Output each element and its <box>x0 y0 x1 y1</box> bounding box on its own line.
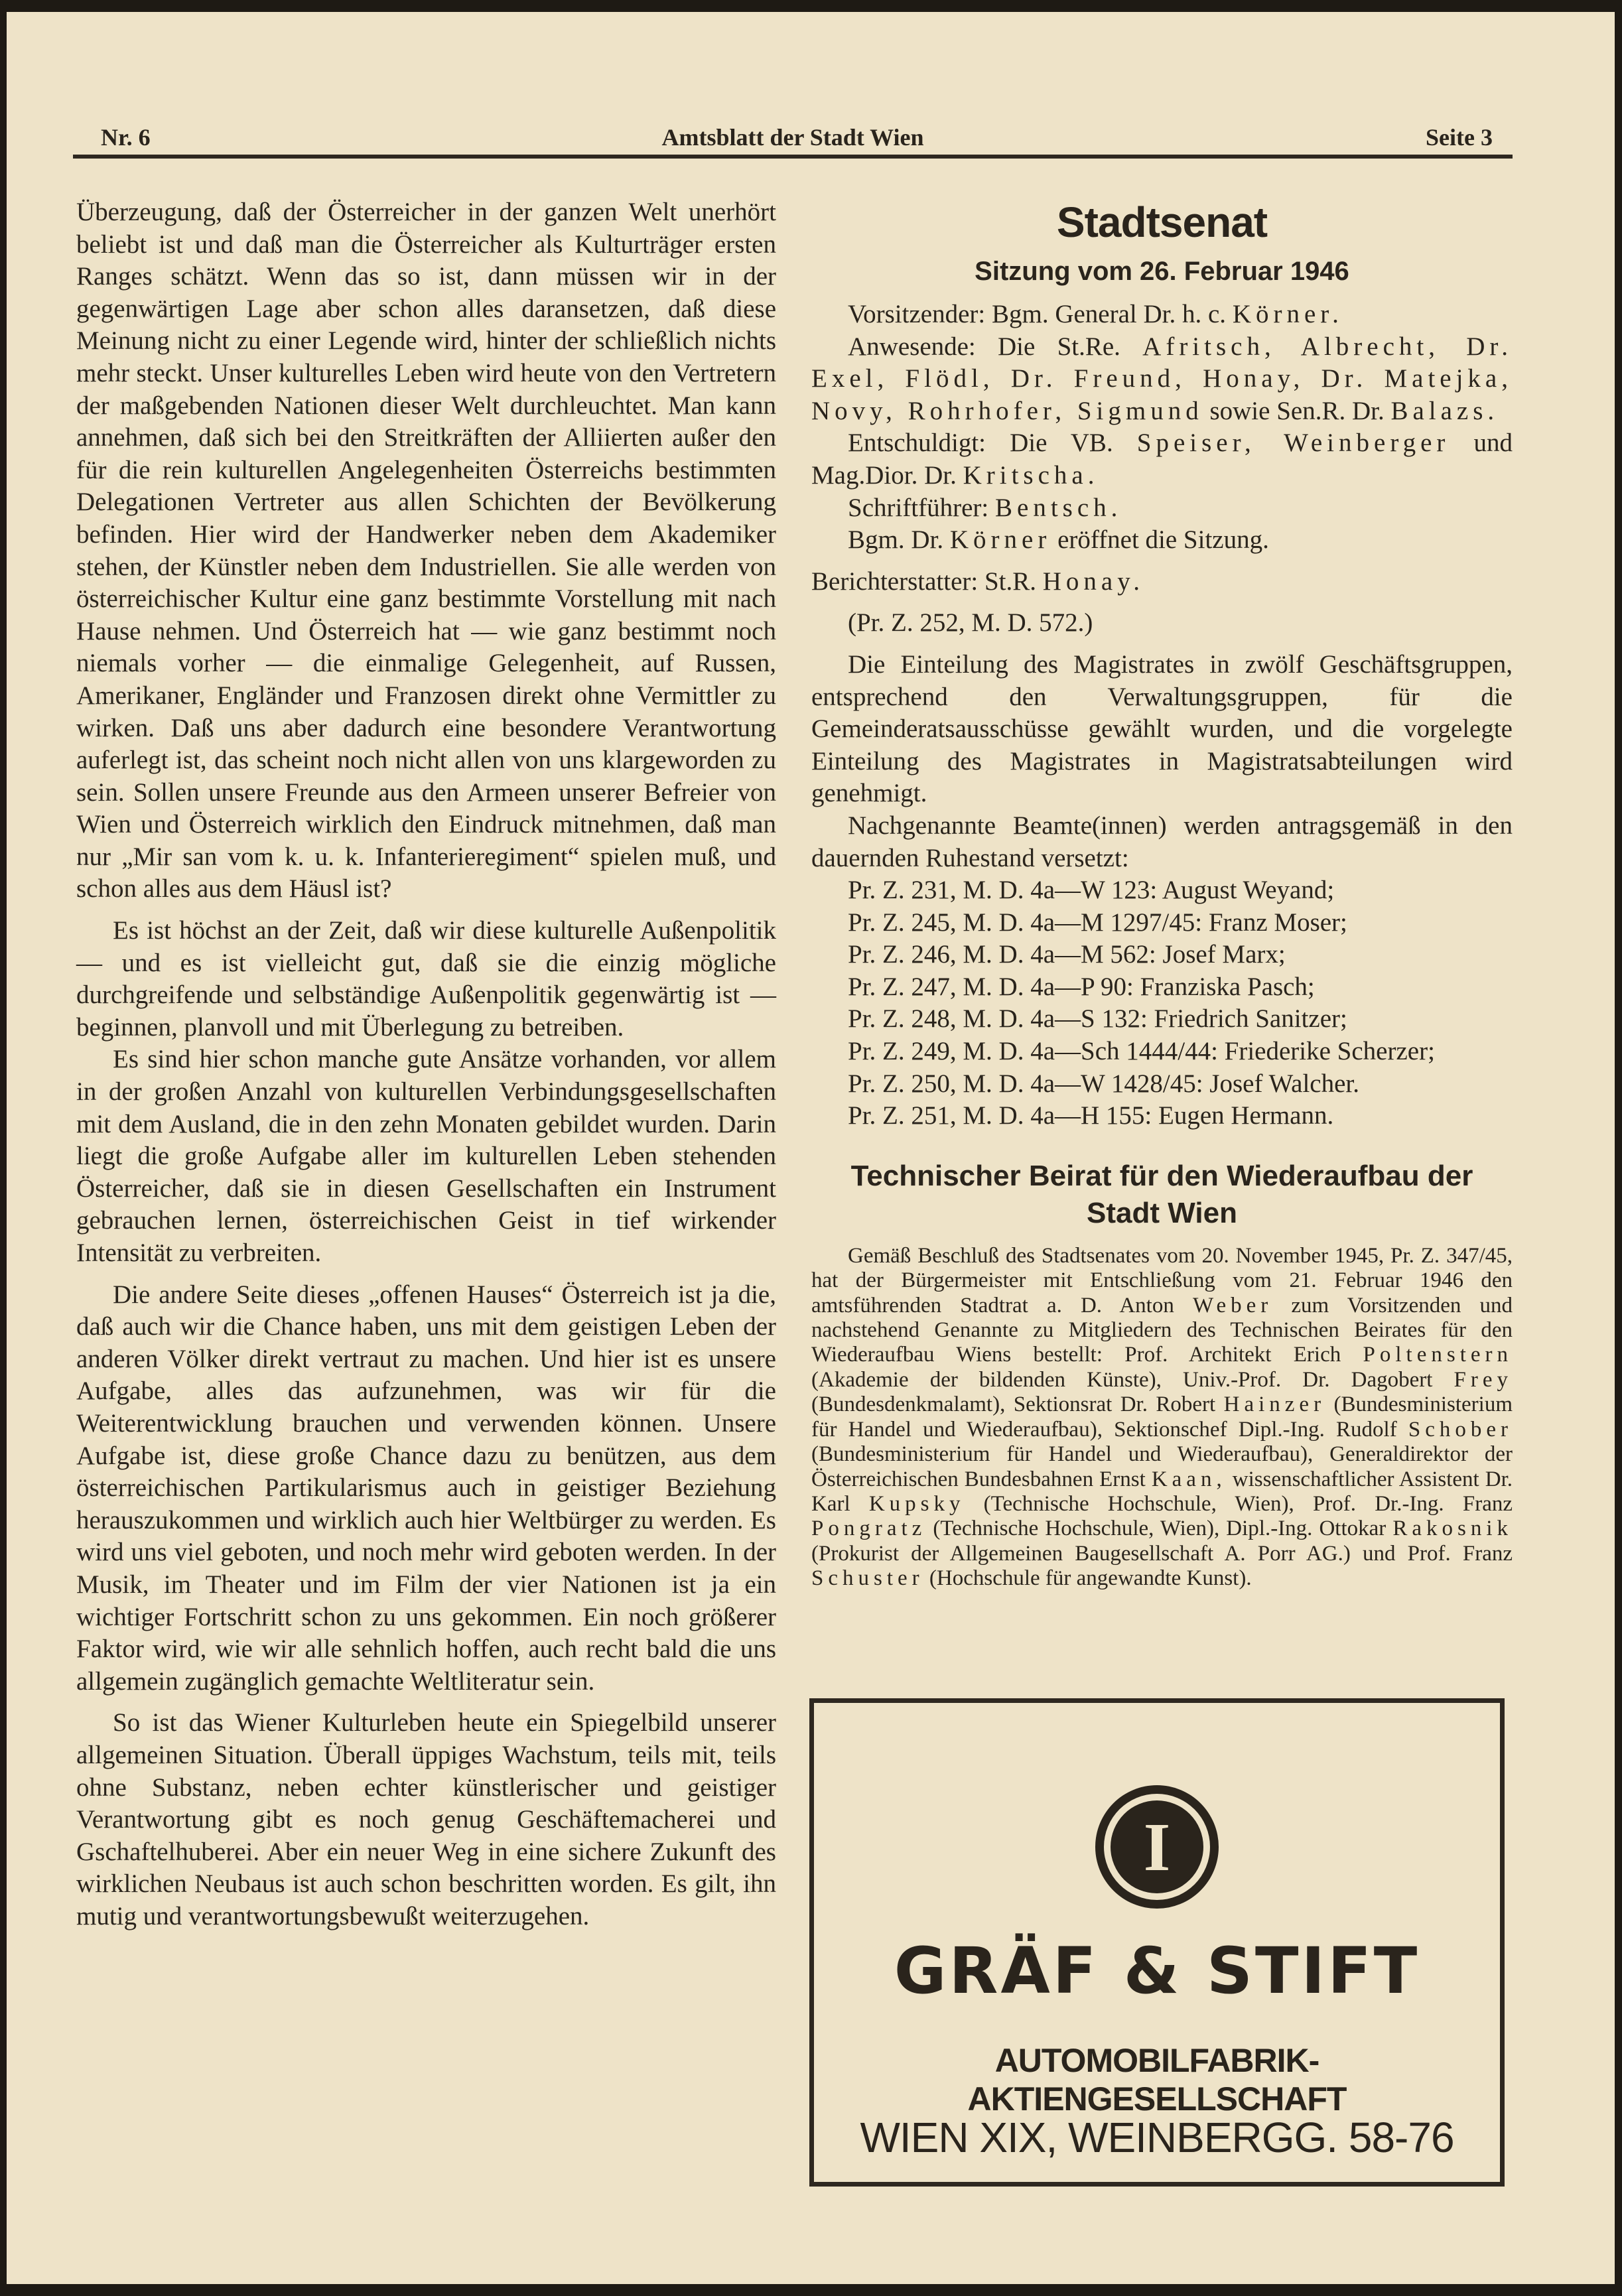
chair-line: Vorsitzender: Bgm. General Dr. h. c. Körner. <box>848 300 1343 328</box>
reference-line: (Pr. Z. 252, M. D. 572.) <box>848 608 1093 638</box>
article-paragraph: Die andere Seite dieses „offenen Hauses“ Österreich ist ja die, daß auch wir die Chance haben, uns mit dem geistigen Leben der anderen Völker direkt vertraut zu machen. Und hier ist es unsere Aufgabe, alles das aufzunehmen, was wir für die Weiterentwicklung brauchen und verwenden können. Unsere Aufgabe ist, diese große Chance dazu zu benützen, aus dem österreichischen Partikularismus auch in geistiger Beziehung herauszukommen und wirklich auch hier Weltbürger zu werden. Es wird uns viel geboten, und noch mehr wird geboten werden. In der Musik, im Theater und im Film der vier Nationen ist ja ein wichtiger Fortschritt schon zu uns gekommen. Ein noch größerer Faktor wird, wie wir alle sehnlich hoffen, auch recht bald die uns allgemein zugänglich gemachte Weltliteratur sein. <box>76 1280 776 1696</box>
article-paragraph: Es sind hier schon manche gute Ansätze vorhanden, vor allem in der großen Anzahl von kulturellen Verbindungsgesellschaften mit dem Ausland, die in den zehn Monaten gebildet wurden. Darin liegt die große Aufgabe aller im kulturellen Leben stehenden Österreicher, daß sie in diesen Gesellschaften ein Instrument gebrauchen lernen, österreichischen Geist in tief wirkender Intensität zu verbreiten. <box>76 1045 776 1267</box>
retirement-entry: Pr. Z. 247, M. D. 4a—P 90: Franziska Pasch; <box>848 972 1315 1001</box>
attendees-line: Anwesende: Die St.Re. Afritsch, Albrecht, Dr. Exel, Flödl, Dr. Freund, Honay, Dr. Matejka, Novy, Rohrhofer, Sigmund sowie Sen.R. Dr. Balazs. <box>811 332 1513 425</box>
resolution-paragraph: Die Einteilung des Magistrates in zwölf Geschäftsgruppen, entsprechend den Verwaltungsgruppen, für die Gemeinderatsausschüsse gewählt wurden, und die vorgelegte Einteilung des Magistrates in Magistratsabteilungen wird genehmigt. <box>811 649 1513 808</box>
header-rule <box>73 155 1513 159</box>
company-address: WIEN XIX, WEINBERGG. 58-76 <box>860 2114 1454 2161</box>
secretary-line: Schriftführer: Bentsch. <box>848 493 1122 522</box>
retirement-entry: Pr. Z. 251, M. D. 4a—H 155: Eugen Hermann. <box>848 1101 1334 1130</box>
page-number: Seite 3 <box>1426 124 1493 151</box>
retirement-entry: Pr. Z. 248, M. D. 4a—S 132: Friedrich Sanitzer; <box>848 1004 1347 1034</box>
right-column <box>811 196 1513 1591</box>
retirement-entry: Pr. Z. 231, M. D. 4a—W 123: August Weyand; <box>848 876 1335 905</box>
company-name: GRÄF & STIFT <box>894 1934 1420 2008</box>
retirement-entry: Pr. Z. 250, M. D. 4a—W 1428/45: Josef Walcher. <box>848 1069 1360 1098</box>
retirement-paragraph: Nachgenannte Beamte(innen) werden antragsgemäß in den dauernden Ruhestand versetzt: <box>811 811 1513 872</box>
logo-letter: I <box>1143 1809 1171 1885</box>
left-column <box>76 196 776 1932</box>
rapporteur-line: Berichterstatter: St.R. Honay. <box>811 567 1144 596</box>
section-subtitle: Sitzung vom 26. Februar 1946 <box>975 257 1349 286</box>
beirat-paragraph: Gemäß Beschluß des Stadtsenates vom 20. November 1945, Pr. Z. 347/45, hat der Bürgermeister mit Entschließung vom 21. Februar 1946 den amtsführenden Stadtrat a. D. Anton Weber zum Vorsitzenden und nachstehend Genannte zu Mitgliedern des Technischen Beirates für den Wiederaufbau Wiens bestellt: Prof. Architekt Erich Poltenstern (Akademie der bildenden Künste), Univ.-Prof. Dr. Dagobert Frey (Bundesdenkmalamt), Sektionsrat Dr. Robert Hainzer (Bundesministerium für Handel und Wiederaufbau), Sektionschef Dipl.-Ing. Rudolf Schober (Bundesministerium für Handel und Wiederaufbau), Generaldirektor der Österreichischen Bundesbahnen Ernst Kaan, wissenschaftlicher Assistent Dr. Karl Kupsky (Technische Hochschule, Wien), Prof. Dr.-Ing. Franz Pongratz (Technische Hochschule, Wien), Dipl.-Ing. Ottokar Rakosnik (Prokurist der Allgemeinen Baugesellschaft A. Porr AG.) und Prof. Franz Schuster (Hochschule für angewandte Kunst). <box>811 1243 1513 1591</box>
retirement-entry: Pr. Z. 249, M. D. 4a—Sch 1444/44: Friederike Scherzer; <box>848 1037 1435 1066</box>
excused-line: Entschuldigt: Die VB. Speiser, Weinberger und Mag.Dior. Dr. Kritscha. <box>811 429 1513 490</box>
company-subtitle: AUTOMOBILFABRIK-AKTIENGESELLSCHAFT <box>967 2042 1347 2118</box>
advertisement <box>809 1698 1505 2187</box>
article-paragraph: Überzeugung, daß der Österreicher in der ganzen Welt unerhört beliebt ist und daß man die Österreicher als Kulturträger ersten Ranges schätzt. Wenn das so ist, dann müssen wir in der gegenwärtigen Lage aber schon alles daransetzen, daß diese Meinung nicht zu einer Legende wird, hinter der schließlich nichts mehr steckt. Unser kulturelles Leben wird heute von den Vertretern der maßgebenden Nationen dieser Welt durchleuchtet. Man kann annehmen, daß sich bei den Streitkräften der Alliierten außer den für die rein kulturellen Angelegenheiten Österreichs bestimmten Delegationen Vertreter aus allen Schichten der Bevölkerung befinden. Hier wird der Handwerker neben dem Akademiker stehen, der Künstler neben dem Industriellen. Sie alle werden von österreichischer Kultur eine ganz bestimmte Vorstellung mit nach Hause nehmen. Und Österreich hat — wie ganz bestimmt noch niemals vorher — die einmalige Gelegenheit, auf Russen, Amerikaner, Engländer und Franzosen direkt ohne Vermittler zu wirken. Daß uns aber dadurch eine besondere Verantwortung auferlegt ist, das scheint noch nicht allen von uns klargeworden zu sein. Sollen unsere Freunde aus den Armeen unserer Befreier von Wien und Österreich wirklich den Eindruck mitnehmen, daß man nur „Mir san vom k. u. k. Infanterieregiment“ spielen muß, und schon alles aus dem Häusl ist? <box>76 198 776 904</box>
article-paragraph: So ist das Wiener Kulturleben heute ein Spiegelbild unserer allgemeinen Situation. Überall üppiges Wachstum, teils mit, teils ohne Substanz, neben echter künstlerischer und geistiger Verantwortung gibt es noch genug Geschäftemacherei und Gschaftelhuberei. Aber ein neuer Weg in eine sichere Zukunft des wirklichen Neubaus ist auch schon beschritten worden. Es gilt, ihn mutig und verantwortungsbewußt weiterzugehen. <box>76 1708 776 1930</box>
publication-title: Amtsblatt der Stadt Wien <box>661 124 924 151</box>
retirement-entry: Pr. Z. 246, M. D. 4a—M 562: Josef Marx; <box>848 940 1286 969</box>
company-logo-icon <box>1093 1783 1221 1911</box>
issue-number: Nr. 6 <box>101 124 151 151</box>
article-paragraph: Es ist höchst an der Zeit, daß wir diese kulturelle Außenpolitik — und es ist vielleicht gut, daß sie die einzig mögliche durchgreifende und selbständige Außenpolitik gegenwärtig ist — beginnen, planvoll und mit Überlegung zu betreiben. <box>76 916 776 1042</box>
beirat-title: Technischer Beirat für den Wiederaufbau der Stadt Wien <box>850 1159 1473 1229</box>
section-title: Stadtsenat <box>1056 198 1268 246</box>
retirement-entry: Pr. Z. 245, M. D. 4a—M 1297/45: Franz Moser; <box>848 908 1347 937</box>
opening-line: Bgm. Dr. Körner eröffnet die Sitzung. <box>848 525 1269 555</box>
newspaper-page <box>7 12 1615 2284</box>
